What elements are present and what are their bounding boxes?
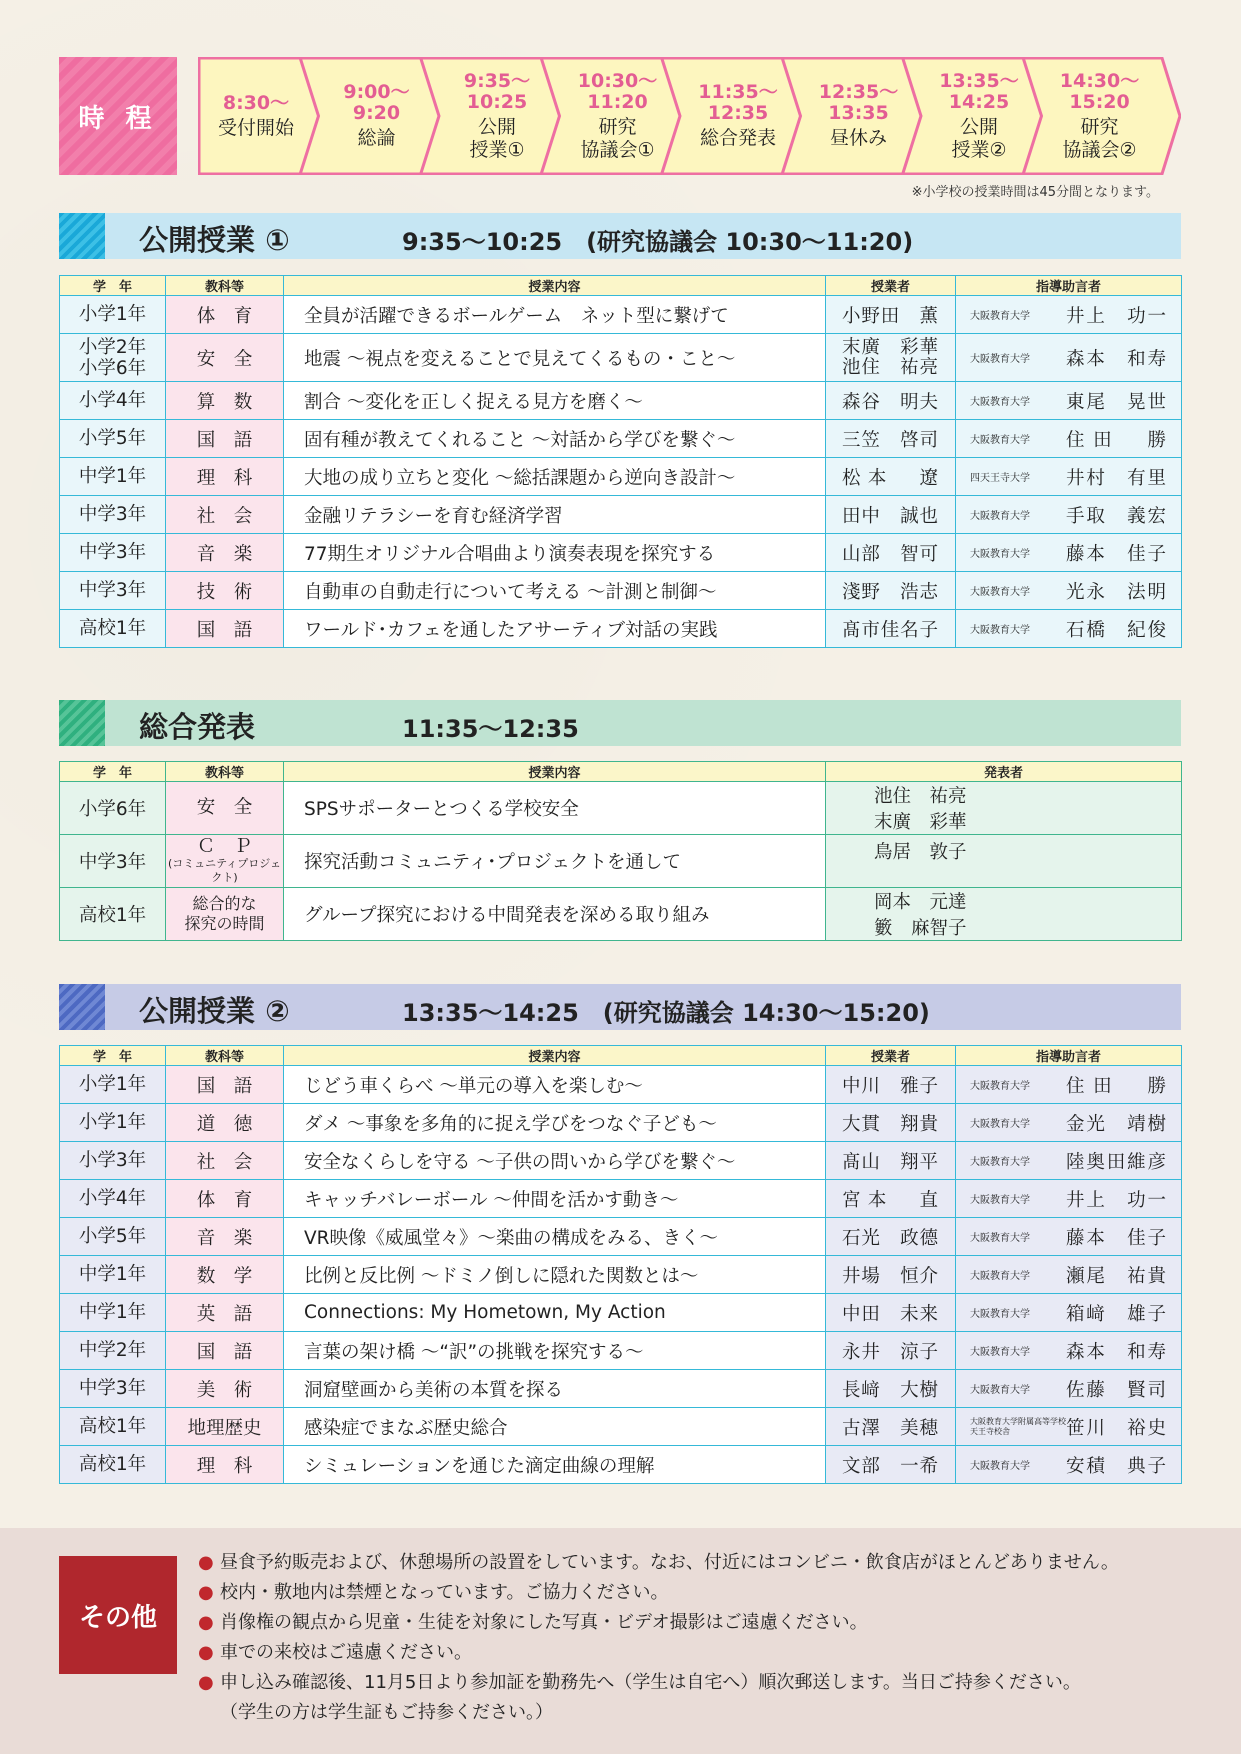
grade-cell xyxy=(60,420,166,458)
advisor-name: 住田 勝 xyxy=(1066,429,1166,451)
advisor-name: 住田 勝 xyxy=(1066,1075,1166,1097)
schedule-step xyxy=(1040,57,1160,175)
schedule-step-name: 公開 授業① xyxy=(469,115,525,161)
schedule-step-name: 昼休み xyxy=(829,127,887,149)
advisor-university: 大阪教育大学 xyxy=(970,435,1030,446)
advisor-university: 大阪教育大学 xyxy=(970,1461,1030,1472)
content-cell: 言葉の架け橋 ～“訳”の挑戦を探究する～ xyxy=(284,1332,826,1370)
advisor-university: 大阪教育大学 xyxy=(970,1309,1030,1320)
schedule-step-name: 研究 協議会② xyxy=(1062,115,1137,161)
subject-text: Ｃ Ｐ xyxy=(196,836,253,857)
presenter-name: 籔 麻智子 xyxy=(874,918,967,939)
advisor-name: 井上 功一 xyxy=(1066,305,1166,327)
advisor-name: 藤本 佳子 xyxy=(1066,543,1166,565)
grade-cell xyxy=(60,1180,166,1218)
content-cell: 金融リテラシーを育む経済学習 xyxy=(284,496,826,534)
subject-cell: 音 楽 xyxy=(166,1218,284,1256)
teacher-cell xyxy=(826,334,956,382)
teacher-cell xyxy=(826,496,956,534)
content-cell: 大地の成り立ちと変化 ～総括課題から逆向き設計～ xyxy=(284,458,826,496)
content-cell: シミュレーションを通じた滴定曲線の理解 xyxy=(284,1446,826,1484)
advisor-cell xyxy=(956,610,1182,648)
content-cell: キャッチバレーボール ～仲間を活かす動き～ xyxy=(284,1180,826,1218)
teacher-cell xyxy=(826,296,956,334)
advisor-cell xyxy=(956,382,1182,420)
section2-table xyxy=(59,761,1182,941)
section1-chip xyxy=(59,213,105,259)
section3-chip xyxy=(59,984,105,1030)
schedule-time: 9:35～ 10:25 xyxy=(463,69,531,113)
content-cell: Connections: My Hometown, My Action xyxy=(284,1294,826,1332)
teacher-name: 中田 未来 xyxy=(842,1303,938,1325)
column-header: 教科等 xyxy=(166,276,284,296)
grade-cell: 小学6年 xyxy=(60,782,166,835)
table-row xyxy=(60,1446,1182,1484)
advisor-university: 大阪教育大学 xyxy=(970,1195,1030,1206)
grade-text: 小学4年 xyxy=(78,1188,147,1209)
content-cell: 洞窟壁画から美術の本質を探る xyxy=(284,1370,826,1408)
grade-text: 小学5年 xyxy=(78,428,147,449)
grade-text: 高校1年 xyxy=(78,618,147,639)
teacher-cell xyxy=(826,1294,956,1332)
advisor-cell xyxy=(956,1180,1182,1218)
column-header: 授業者 xyxy=(826,276,956,296)
teacher-cell xyxy=(826,420,956,458)
subject-cell: 理 科 xyxy=(166,458,284,496)
subject-cell: 体 育 xyxy=(166,296,284,334)
schedule-flow xyxy=(198,57,1181,175)
advisor-cell xyxy=(956,458,1182,496)
subject-subtext: (コミュニティプロジェクト) xyxy=(168,857,281,884)
grade-cell xyxy=(60,1332,166,1370)
advisor-name: 森本 和寿 xyxy=(1066,1341,1166,1363)
other-label: その他 xyxy=(59,1556,177,1674)
grade-text: 中学3年 xyxy=(78,580,147,601)
advisor-name: 瀬尾 祐貴 xyxy=(1066,1265,1166,1287)
section2-title: 総合発表 xyxy=(139,710,256,744)
advisor-name: 東尾 晃世 xyxy=(1066,391,1166,413)
content-cell: SPSサポーターとつくる学校安全 xyxy=(284,782,826,835)
column-header: 授業内容 xyxy=(284,762,826,782)
advisor-cell xyxy=(956,296,1182,334)
teacher-cell xyxy=(826,534,956,572)
schedule-step xyxy=(919,57,1039,175)
section1-table xyxy=(59,275,1182,648)
advisor-university: 大阪教育大学附属高等学校 天王寺校舎 xyxy=(970,1416,1066,1436)
grade-cell xyxy=(60,1370,166,1408)
advisor-university: 大阪教育大学 xyxy=(970,549,1030,560)
grade-cell xyxy=(60,1104,166,1142)
advisor-name: 陸奥田維彦 xyxy=(1066,1151,1166,1173)
teacher-name: 文部 一希 xyxy=(842,1455,938,1477)
grade-cell xyxy=(60,572,166,610)
column-header: 学 年 xyxy=(60,762,166,782)
grade-text: 中学3年 xyxy=(78,504,147,525)
grade-cell xyxy=(60,1446,166,1484)
teacher-cell xyxy=(826,1142,956,1180)
other-item: ● 申し込み確認後、11月5日より参加証を勤務先へ（学生は自宅へ）順次郵送します。当日ご持参ください。 （学生の方は学生証もご持参ください。） xyxy=(198,1668,1208,1728)
advisor-name: 佐藤 賢司 xyxy=(1066,1379,1166,1401)
content-cell: 全員が活躍できるボールゲーム ネット型に繋げて xyxy=(284,296,826,334)
grade-text: 高校1年 xyxy=(78,1416,147,1437)
teacher-cell xyxy=(826,610,956,648)
advisor-university: 大阪教育大学 xyxy=(970,625,1030,636)
column-header: 発表者 xyxy=(826,762,1182,782)
teacher-cell xyxy=(826,1408,956,1446)
advisor-name: 藤本 佳子 xyxy=(1066,1227,1166,1249)
advisor-university: 大阪教育大学 xyxy=(970,587,1030,598)
grade-cell xyxy=(60,1256,166,1294)
teacher-name: 中川 雅子 xyxy=(842,1075,938,1097)
advisor-cell xyxy=(956,1294,1182,1332)
grade-cell xyxy=(60,334,166,382)
grade-text: 小学3年 xyxy=(78,1150,147,1171)
schedule-time: 13:35～ 14:25 xyxy=(939,69,1019,113)
content-cell: 比例と反比例 ～ドミノ倒しに隠れた関数とは～ xyxy=(284,1256,826,1294)
teacher-cell xyxy=(826,1218,956,1256)
advisor-university: 大阪教育大学 xyxy=(970,1119,1030,1130)
column-header: 指導助言者 xyxy=(956,276,1182,296)
advisor-cell xyxy=(956,1332,1182,1370)
other-section xyxy=(0,1528,1241,1754)
teacher-name: 髙市佳名子 xyxy=(842,619,938,641)
advisor-university: 大阪教育大学 xyxy=(970,397,1030,408)
content-cell: VR映像《威風堂々》～楽曲の構成をみる、きく～ xyxy=(284,1218,826,1256)
advisor-cell xyxy=(956,1218,1182,1256)
schedule-step-name: 受付開始 xyxy=(217,116,294,139)
advisor-cell xyxy=(956,1446,1182,1484)
advisor-name: 石橋 紀俊 xyxy=(1066,619,1166,641)
subject-cell: 理 科 xyxy=(166,1446,284,1484)
content-cell: 固有種が教えてくれること ～対話から学びを繋ぐ～ xyxy=(284,420,826,458)
table-row xyxy=(60,1104,1182,1142)
table-row xyxy=(60,496,1182,534)
advisor-cell xyxy=(956,1408,1182,1446)
section2-header xyxy=(59,700,1181,746)
subject-cell xyxy=(166,782,284,835)
section1-time: 9:35～10:25 (研究協議会 10:30～11:20) xyxy=(402,228,914,256)
advisor-cell xyxy=(956,1256,1182,1294)
teacher-cell xyxy=(826,1370,956,1408)
schedule-note: ※小学校の授業時間は45分間となります。 xyxy=(911,185,1159,200)
schedule-step xyxy=(317,57,437,175)
subject-cell xyxy=(166,888,284,941)
advisor-university: 大阪教育大学 xyxy=(970,1233,1030,1244)
presenter-cell xyxy=(826,835,1182,888)
content-cell: グループ探究における中間発表を深める取り組み xyxy=(284,888,826,941)
grade-cell xyxy=(60,458,166,496)
presenter-name: 岡本 元達 xyxy=(874,892,967,913)
grade-text: 中学2年 xyxy=(78,1340,147,1361)
column-header: 授業者 xyxy=(826,1046,956,1066)
advisor-name: 井村 有里 xyxy=(1066,467,1166,489)
advisor-university: 大阪教育大学 xyxy=(970,1385,1030,1396)
grade-text: 高校1年 xyxy=(78,1454,147,1475)
teacher-cell xyxy=(826,1256,956,1294)
table-row xyxy=(60,782,1182,835)
column-header: 学 年 xyxy=(60,276,166,296)
section3-title: 公開授業 ② xyxy=(139,994,290,1028)
grade-text: 中学3年 xyxy=(78,1378,147,1399)
advisor-name: 井上 功一 xyxy=(1066,1189,1166,1211)
teacher-cell xyxy=(826,572,956,610)
grade-text: 小学4年 xyxy=(78,390,147,411)
column-header: 授業内容 xyxy=(284,1046,826,1066)
subject-cell: 社 会 xyxy=(166,496,284,534)
schedule-step-name: 研究 協議会① xyxy=(580,115,655,161)
content-cell: ワールド･カフェを通したアサーティブ対話の実践 xyxy=(284,610,826,648)
section1-title: 公開授業 ① xyxy=(139,223,290,257)
presenter-cell xyxy=(826,888,1182,941)
advisor-university: 大阪教育大学 xyxy=(970,1081,1030,1092)
teacher-cell xyxy=(826,458,956,496)
advisor-cell xyxy=(956,534,1182,572)
grade-cell xyxy=(60,496,166,534)
advisor-university: 大阪教育大学 xyxy=(970,1157,1030,1168)
column-header: 学 年 xyxy=(60,1046,166,1066)
advisor-cell xyxy=(956,420,1182,458)
subject-cell: 社 会 xyxy=(166,1142,284,1180)
other-item: ● 校内・敷地内は禁煙となっています。ご協力ください。 xyxy=(198,1578,1208,1608)
schedule-step xyxy=(437,57,557,175)
advisor-cell xyxy=(956,572,1182,610)
advisor-university: 四天王寺大学 xyxy=(970,473,1030,484)
grade-cell xyxy=(60,534,166,572)
column-header: 教科等 xyxy=(166,762,284,782)
subject-cell: 体 育 xyxy=(166,1180,284,1218)
column-header: 教科等 xyxy=(166,1046,284,1066)
table-row xyxy=(60,1218,1182,1256)
table-row xyxy=(60,534,1182,572)
subject-cell: 道 徳 xyxy=(166,1104,284,1142)
section3-table xyxy=(59,1045,1182,1484)
advisor-university: 大阪教育大学 xyxy=(970,511,1030,522)
schedule-time: 8:30～ xyxy=(222,91,290,114)
section2-chip xyxy=(59,700,105,746)
schedule-label: 時 程 xyxy=(59,57,177,175)
teacher-cell xyxy=(826,1180,956,1218)
grade-text: 中学1年 xyxy=(78,1264,147,1285)
grade-text: 中学1年 xyxy=(78,1302,147,1323)
teacher-name: 井場 恒介 xyxy=(842,1265,938,1287)
advisor-university: 大阪教育大学 xyxy=(970,1347,1030,1358)
advisor-university: 大阪教育大学 xyxy=(970,1271,1030,1282)
table-row xyxy=(60,1332,1182,1370)
schedule-step xyxy=(196,57,316,175)
table-row xyxy=(60,1370,1182,1408)
advisor-name: 安積 典子 xyxy=(1066,1455,1166,1477)
subject-text: 総合的な 探究の時間 xyxy=(184,894,265,933)
table-row xyxy=(60,610,1182,648)
subject-cell xyxy=(166,835,284,888)
advisor-university: 大阪教育大学 xyxy=(970,354,1030,365)
schedule-step xyxy=(799,57,919,175)
grade-cell: 中学3年 xyxy=(60,835,166,888)
teacher-name: 古澤 美穂 xyxy=(842,1417,938,1439)
other-list xyxy=(198,1548,1208,1728)
teacher-name: 松本 遼 xyxy=(842,467,938,489)
schedule-step-name: 公開 授業② xyxy=(951,115,1007,161)
subject-cell: 美 術 xyxy=(166,1370,284,1408)
subject-cell: 国 語 xyxy=(166,420,284,458)
content-cell: 感染症でまなぶ歴史総合 xyxy=(284,1408,826,1446)
schedule-step-name: 総論 xyxy=(357,127,396,149)
table-row xyxy=(60,334,1182,382)
grade-cell xyxy=(60,1408,166,1446)
content-cell: 割合 ～変化を正しく捉える見方を磨く～ xyxy=(284,382,826,420)
table-row xyxy=(60,458,1182,496)
grade-cell xyxy=(60,382,166,420)
teacher-name: 池住 祐亮 xyxy=(842,356,938,378)
table-row xyxy=(60,1256,1182,1294)
subject-cell: 英 語 xyxy=(166,1294,284,1332)
content-cell: 地震 ～視点を変えることで見えてくるもの・こと～ xyxy=(284,334,826,382)
grade-text: 中学1年 xyxy=(78,466,147,487)
table-row xyxy=(60,1142,1182,1180)
subject-cell: 地理歴史 xyxy=(166,1408,284,1446)
table-row xyxy=(60,1294,1182,1332)
subject-cell: 音 楽 xyxy=(166,534,284,572)
grade-text: 小学1年 xyxy=(78,304,147,325)
content-cell: 77期生オリジナル合唱曲より演奏表現を探究する xyxy=(284,534,826,572)
subject-cell: 国 語 xyxy=(166,1332,284,1370)
advisor-cell xyxy=(956,1066,1182,1104)
presenter-cell xyxy=(826,782,1182,835)
teacher-name: 宮本 直 xyxy=(842,1189,938,1211)
content-cell: 安全なくらしを守る ～子供の問いから学びを繋ぐ～ xyxy=(284,1142,826,1180)
column-header: 授業内容 xyxy=(284,276,826,296)
teacher-name: 髙山 翔平 xyxy=(842,1151,938,1173)
grade-cell xyxy=(60,1066,166,1104)
other-item-note: （学生の方は学生証もご持参ください。） xyxy=(220,1702,553,1723)
subject-cell: 国 語 xyxy=(166,610,284,648)
section1-header xyxy=(59,213,1181,259)
advisor-name: 笹川 裕史 xyxy=(1066,1417,1166,1439)
schedule-time: 12:35～ 13:35 xyxy=(818,81,899,124)
teacher-name: 末廣 彩華 xyxy=(842,336,938,358)
table-row xyxy=(60,420,1182,458)
grade-cell xyxy=(60,610,166,648)
advisor-university: 大阪教育大学 xyxy=(970,311,1030,322)
advisor-cell xyxy=(956,1370,1182,1408)
schedule-time: 14:30～ 15:20 xyxy=(1059,69,1140,113)
teacher-cell xyxy=(826,1066,956,1104)
content-cell: 探究活動コミュニティ･プロジェクトを通して xyxy=(284,835,826,888)
grade-cell xyxy=(60,296,166,334)
teacher-name: 大貫 翔貴 xyxy=(842,1113,938,1135)
subject-cell: 国 語 xyxy=(166,1066,284,1104)
schedule-time: 9:00～ 9:20 xyxy=(343,81,410,124)
content-cell: ダメ ～事象を多角的に捉え学びをつなぐ子ども～ xyxy=(284,1104,826,1142)
advisor-cell xyxy=(956,1104,1182,1142)
teacher-name: 長﨑 大樹 xyxy=(842,1379,938,1401)
teacher-cell xyxy=(826,1446,956,1484)
teacher-name: 三笠 啓司 xyxy=(842,429,938,451)
teacher-name: 小野田 薫 xyxy=(842,305,938,327)
table-row xyxy=(60,296,1182,334)
other-item: ● 肖像権の観点から児童・生徒を対象にした写真・ビデオ撮影はご遠慮ください。 xyxy=(198,1608,1208,1638)
grade-text: 中学3年 xyxy=(78,542,147,563)
advisor-name: 森本 和寿 xyxy=(1066,348,1166,370)
grade-cell xyxy=(60,1294,166,1332)
column-header: 指導助言者 xyxy=(956,1046,1182,1066)
table-row xyxy=(60,1180,1182,1218)
grade-text: 小学1年 xyxy=(78,1112,147,1133)
table-row xyxy=(60,888,1182,941)
section2-time: 11:35～12:35 xyxy=(402,715,579,743)
presenter-name: 池住 祐亮 xyxy=(874,786,967,807)
subject-cell: 算 数 xyxy=(166,382,284,420)
section3-header xyxy=(59,984,1181,1030)
schedule-time: 11:35～ 12:35 xyxy=(698,81,778,124)
teacher-name: 永井 涼子 xyxy=(842,1341,938,1363)
presenter-name: 末廣 彩華 xyxy=(874,812,967,833)
schedule-step-name: 総合発表 xyxy=(699,127,776,149)
grade-cell: 高校1年 xyxy=(60,888,166,941)
content-cell: 自動車の自動走行について考える ～計測と制御～ xyxy=(284,572,826,610)
grade-text: 小学2年 小学6年 xyxy=(78,336,147,379)
schedule-time: 10:30～ 11:20 xyxy=(577,69,658,113)
teacher-name: 山部 智可 xyxy=(842,543,938,565)
grade-cell xyxy=(60,1218,166,1256)
table-row xyxy=(60,382,1182,420)
subject-cell: 技 術 xyxy=(166,572,284,610)
schedule-step xyxy=(678,57,798,175)
advisor-cell xyxy=(956,1142,1182,1180)
subject-cell: 数 学 xyxy=(166,1256,284,1294)
grade-cell xyxy=(60,1142,166,1180)
advisor-name: 金光 靖樹 xyxy=(1066,1113,1166,1135)
teacher-name: 石光 政德 xyxy=(842,1227,938,1249)
table-row xyxy=(60,1408,1182,1446)
advisor-cell xyxy=(956,496,1182,534)
advisor-name: 箱﨑 雄子 xyxy=(1066,1303,1166,1325)
grade-text: 小学5年 xyxy=(78,1226,147,1247)
teacher-cell xyxy=(826,1332,956,1370)
other-item: ● 昼食予約販売および、休憩場所の設置をしています。なお、付近にはコンビニ・飲食店がほとんどありません。 xyxy=(198,1548,1208,1578)
subject-cell: 安 全 xyxy=(166,334,284,382)
teacher-cell xyxy=(826,382,956,420)
subject-text: 安 全 xyxy=(196,797,253,818)
section3-time: 13:35～14:25 (研究協議会 14:30～15:20) xyxy=(402,999,930,1027)
grade-text: 小学1年 xyxy=(78,1074,147,1095)
advisor-name: 手取 義宏 xyxy=(1066,505,1166,527)
advisor-name: 光永 法明 xyxy=(1066,581,1166,603)
table-row xyxy=(60,572,1182,610)
schedule-step xyxy=(558,57,678,175)
teacher-name: 淺野 浩志 xyxy=(842,581,938,603)
teacher-name: 田中 誠也 xyxy=(842,505,938,527)
other-item: ● 車での来校はご遠慮ください。 xyxy=(198,1638,1208,1668)
table-row xyxy=(60,1066,1182,1104)
content-cell: じどう車くらべ ～単元の導入を楽しむ～ xyxy=(284,1066,826,1104)
presenter-name: 鳥居 敦子 xyxy=(874,841,967,863)
table-row xyxy=(60,835,1182,888)
advisor-cell xyxy=(956,334,1182,382)
teacher-name: 森谷 明夫 xyxy=(842,391,938,413)
teacher-cell xyxy=(826,1104,956,1142)
